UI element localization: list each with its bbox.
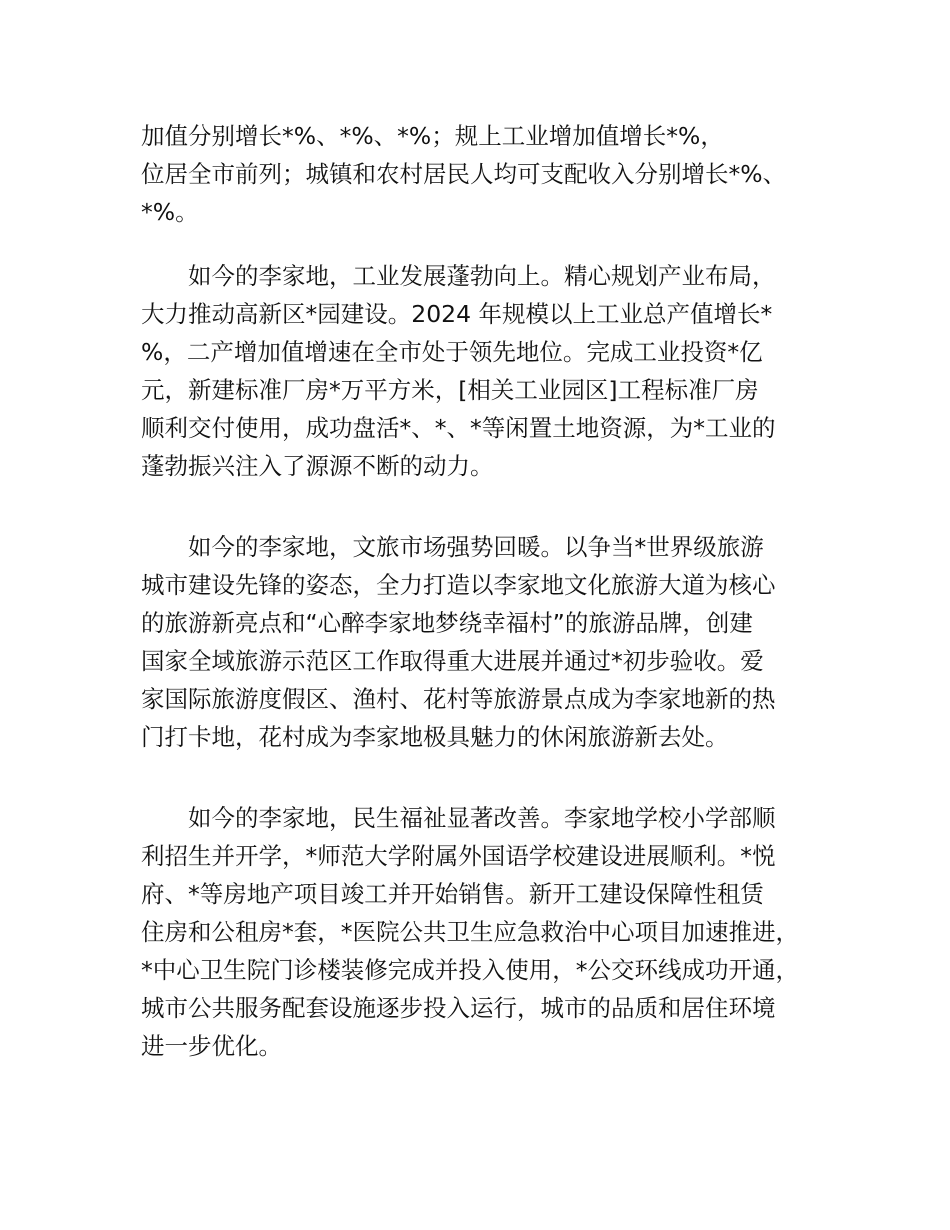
- paragraph-line: *中心卫生院门诊楼装修完成并投入使用，*公交环线成功开通，: [141, 956, 799, 984]
- paragraph-line: 住房和公租房*套，*医院公共卫生应急救治中心项目加速推进，: [141, 918, 799, 946]
- paragraph-line: *%。: [141, 198, 199, 226]
- paragraph-line: 如今的李家地，工业发展蓬勃向上。精心规划产业布局，: [188, 262, 776, 290]
- paragraph-line: %，二产增加值增速在全市处于领先地位。完成工业投资*亿: [141, 338, 763, 366]
- paragraph-line: 蓬勃振兴注入了源源不断的动力。: [141, 452, 494, 480]
- paragraph-industry: [141, 257, 831, 485]
- paragraph-line: 家国际旅游度假区、渔村、花村等旅游景点成为李家地新的热: [141, 685, 776, 713]
- paragraph-livelihood: [141, 799, 831, 1065]
- paragraph-line: 城市建设先锋的姿态，全力打造以李家地文化旅游大道为核心: [141, 571, 776, 599]
- paragraph-line: 进一步优化。: [141, 1032, 282, 1060]
- paragraph-gdp-growth: [141, 117, 831, 231]
- paragraph-line: 国家全域旅游示范区工作取得重大进展并通过*初步验收。爱: [141, 647, 764, 675]
- paragraph-line: 如今的李家地，文旅市场强势回暖。以争当*世界级旅游: [188, 533, 764, 561]
- paragraph-line: 加值分别增长*%、*%、*%；规上工业增加值增长*%，: [141, 122, 724, 150]
- paragraph-line: 的旅游新亮点和“心醉李家地梦绕幸福村”的旅游品牌，创建: [141, 609, 753, 637]
- paragraph-line: 如今的李家地，民生福祉显著改善。李家地学校小学部顺: [188, 804, 776, 832]
- paragraph-line: 府、*等房地产项目竣工并开始销售。新开工建设保障性租赁: [141, 880, 764, 908]
- paragraph-line: 门打卡地，花村成为李家地极具魅力的休闲旅游新去处。: [141, 723, 729, 751]
- paragraph-line: 元，新建标准厂房*万平方米，[相关工业园区]工程标准厂房: [141, 376, 759, 404]
- paragraph-line: 顺利交付使用，成功盘活*、*、*等闲置土地资源，为*工业的: [141, 414, 776, 442]
- paragraph-line: 利招生并开学，*师范大学附属外国语学校建设进展顺利。*悦: [141, 842, 776, 870]
- paragraph-line: 城市公共服务配套设施逐步投入运行，城市的品质和居住环境: [141, 994, 776, 1022]
- paragraph-line: 位居全市前列；城镇和农村居民人均可支配收入分别增长*%、: [141, 160, 787, 188]
- paragraph-line: 大力推动高新区*园建设。2024 年规模以上工业总产值增长*: [141, 300, 773, 328]
- paragraph-tourism: [141, 528, 831, 756]
